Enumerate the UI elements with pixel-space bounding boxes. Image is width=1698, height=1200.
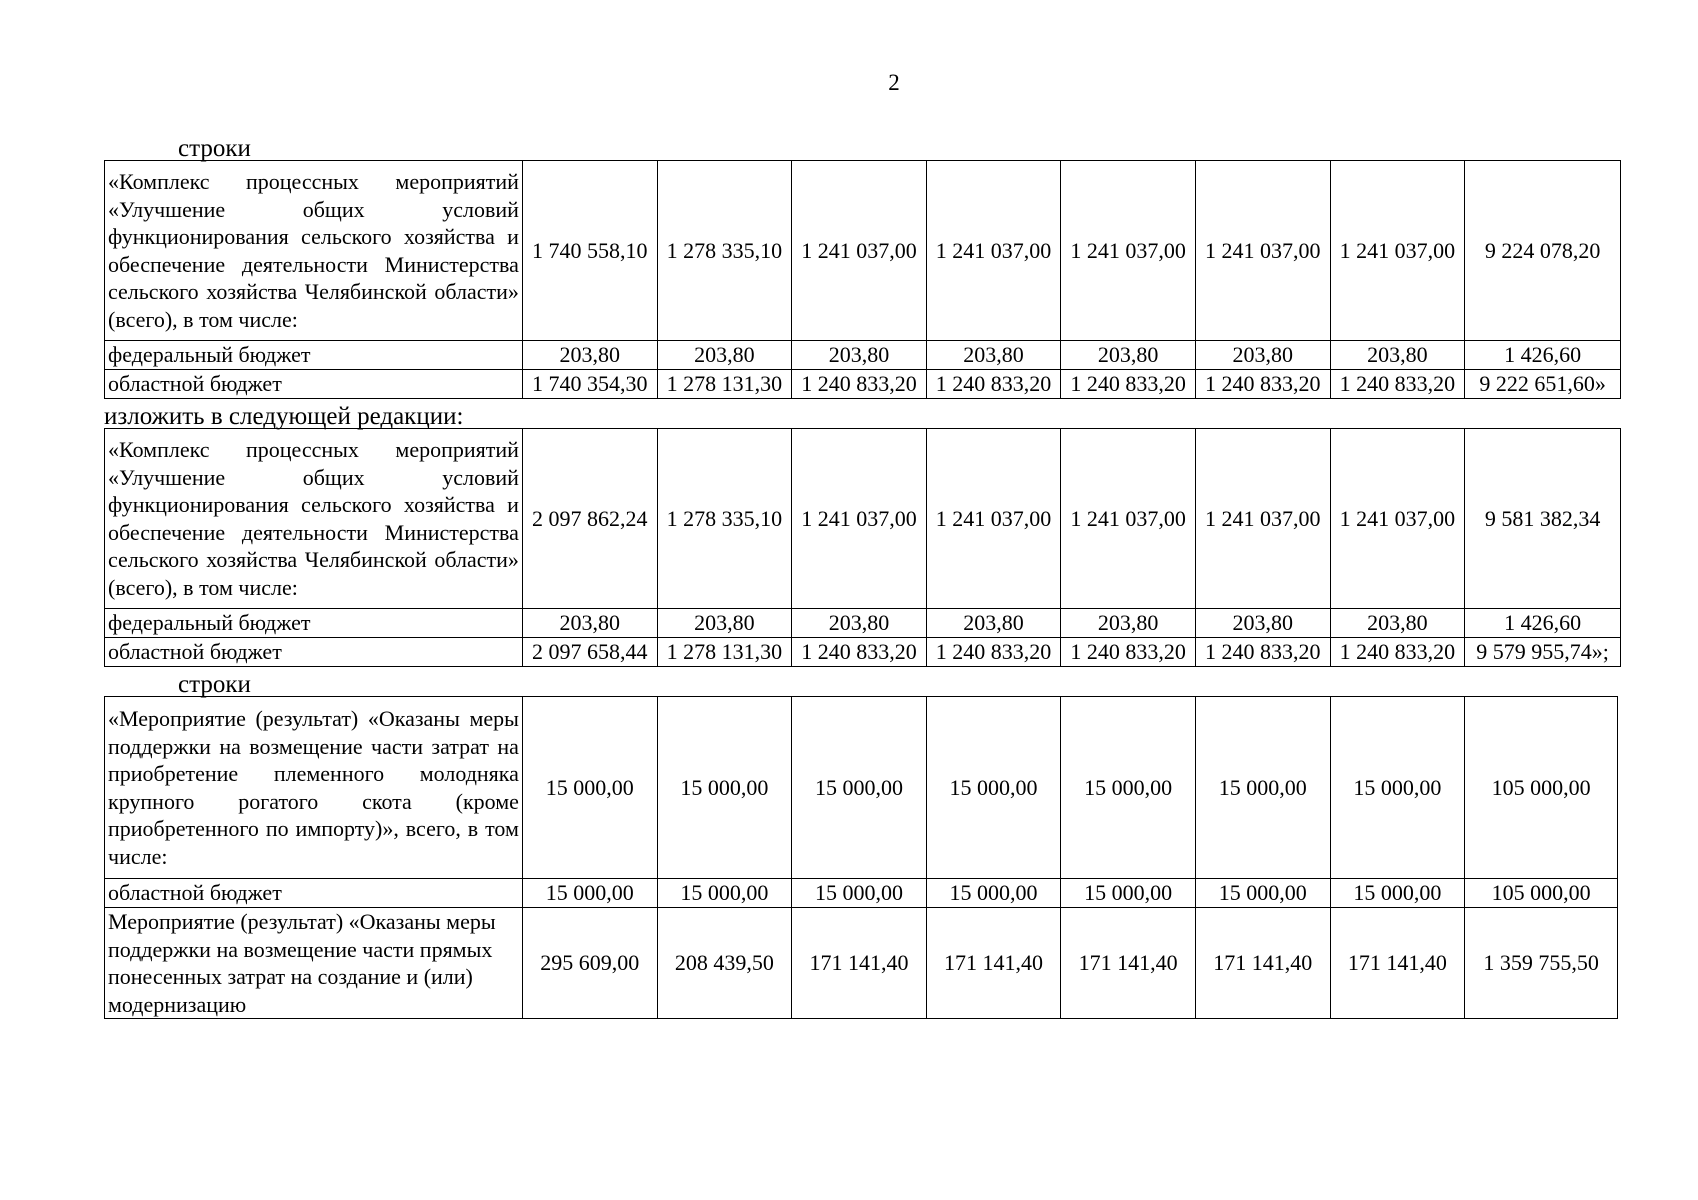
value-cell: 15 000,00 bbox=[1330, 879, 1465, 908]
value-cell: 203,80 bbox=[926, 609, 1061, 638]
row-label: областной бюджет bbox=[105, 879, 523, 908]
table-row bbox=[105, 697, 1618, 879]
value-cell: 1 241 037,00 bbox=[1061, 429, 1196, 609]
value-cell: 1 241 037,00 bbox=[1330, 161, 1465, 341]
total-cell: 105 000,00 bbox=[1465, 879, 1618, 908]
value-cell: 203,80 bbox=[792, 341, 927, 370]
value-cell: 203,80 bbox=[1195, 341, 1330, 370]
table-row bbox=[105, 609, 1621, 638]
value-cell: 203,80 bbox=[1330, 341, 1465, 370]
row-label: «Мероприятие (результат) «Оказаны меры поддержки на возмещение части затрат на приобретение племенного молодняка крупного рогатого скота (кроме приобретенного по импорту)», всего, в том числе: bbox=[105, 697, 523, 879]
value-cell: 15 000,00 bbox=[926, 697, 1061, 879]
value-cell: 1 241 037,00 bbox=[792, 161, 927, 341]
heading-rows-first: строки bbox=[178, 135, 251, 162]
value-cell: 15 000,00 bbox=[792, 879, 927, 908]
total-cell: 9 581 382,34 bbox=[1465, 429, 1621, 609]
value-cell: 15 000,00 bbox=[792, 697, 927, 879]
total-cell: 9 222 651,60» bbox=[1465, 370, 1621, 399]
table-row bbox=[105, 638, 1621, 667]
value-cell: 203,80 bbox=[1330, 609, 1465, 638]
table-row bbox=[105, 908, 1618, 1019]
value-cell: 1 240 833,20 bbox=[926, 638, 1061, 667]
value-cell: 15 000,00 bbox=[1330, 697, 1465, 879]
row-label: «Комплекс процессных мероприятий «Улучшение общих условий функционирования сельского хозяйства и обеспечение деятельности Министерства сельского хозяйства Челябинской области» (всего), в том числе: bbox=[105, 429, 523, 609]
value-cell: 295 609,00 bbox=[522, 908, 657, 1019]
total-cell: 105 000,00 bbox=[1465, 697, 1618, 879]
value-cell: 1 240 833,20 bbox=[792, 638, 927, 667]
value-cell: 203,80 bbox=[657, 341, 792, 370]
value-cell: 1 278 131,30 bbox=[657, 370, 792, 399]
table-row bbox=[105, 370, 1621, 399]
value-cell: 1 240 833,20 bbox=[1195, 638, 1330, 667]
value-cell: 1 241 037,00 bbox=[926, 161, 1061, 341]
heading-rows-second: строки bbox=[178, 671, 251, 698]
table-new bbox=[104, 428, 1621, 667]
value-cell: 171 141,40 bbox=[926, 908, 1061, 1019]
value-cell: 203,80 bbox=[1061, 609, 1196, 638]
value-cell: 1 278 335,10 bbox=[657, 429, 792, 609]
value-cell: 1 241 037,00 bbox=[926, 429, 1061, 609]
value-cell: 1 240 833,20 bbox=[1330, 638, 1465, 667]
value-cell: 203,80 bbox=[926, 341, 1061, 370]
value-cell: 1 240 833,20 bbox=[1330, 370, 1465, 399]
value-cell: 1 241 037,00 bbox=[1061, 161, 1196, 341]
value-cell: 1 241 037,00 bbox=[792, 429, 927, 609]
value-cell: 15 000,00 bbox=[657, 697, 792, 879]
value-cell: 1 240 833,20 bbox=[1061, 370, 1196, 399]
table-row bbox=[105, 879, 1618, 908]
value-cell: 15 000,00 bbox=[1061, 879, 1196, 908]
heading-replace: изложить в следующей редакции: bbox=[104, 403, 464, 430]
page-number: 2 bbox=[888, 70, 900, 95]
total-cell: 9 579 955,74»; bbox=[1465, 638, 1621, 667]
value-cell: 1 241 037,00 bbox=[1195, 161, 1330, 341]
value-cell: 15 000,00 bbox=[522, 879, 657, 908]
total-cell: 9 224 078,20 bbox=[1465, 161, 1621, 341]
total-cell: 1 426,60 bbox=[1465, 609, 1621, 638]
total-cell: 1 426,60 bbox=[1465, 341, 1621, 370]
value-cell: 1 240 833,20 bbox=[926, 370, 1061, 399]
row-label: федеральный бюджет bbox=[105, 341, 523, 370]
row-label: «Комплекс процессных мероприятий «Улучшение общих условий функционирования сельского хозяйства и обеспечение деятельности Министерства сельского хозяйства Челябинской области» (всего), в том числе: bbox=[105, 161, 523, 341]
value-cell: 171 141,40 bbox=[1195, 908, 1330, 1019]
row-label: Мероприятие (результат) «Оказаны меры поддержки на возмещение части прямых понесенных затрат на создание и (или) модернизацию bbox=[105, 908, 523, 1019]
table-old bbox=[104, 160, 1621, 399]
row-label: областной бюджет bbox=[105, 370, 523, 399]
value-cell: 15 000,00 bbox=[1195, 879, 1330, 908]
value-cell: 203,80 bbox=[792, 609, 927, 638]
table-row bbox=[105, 341, 1621, 370]
table-third bbox=[104, 696, 1618, 1019]
value-cell: 1 278 131,30 bbox=[657, 638, 792, 667]
total-cell: 1 359 755,50 bbox=[1465, 908, 1618, 1019]
value-cell: 2 097 658,44 bbox=[522, 638, 657, 667]
value-cell: 1 240 833,20 bbox=[792, 370, 927, 399]
row-label: федеральный бюджет bbox=[105, 609, 523, 638]
value-cell: 15 000,00 bbox=[522, 697, 657, 879]
value-cell: 203,80 bbox=[522, 609, 657, 638]
value-cell: 15 000,00 bbox=[1061, 697, 1196, 879]
value-cell: 1 240 833,20 bbox=[1195, 370, 1330, 399]
table-row bbox=[105, 429, 1621, 609]
value-cell: 1 740 354,30 bbox=[522, 370, 657, 399]
value-cell: 1 241 037,00 bbox=[1330, 429, 1465, 609]
value-cell: 171 141,40 bbox=[792, 908, 927, 1019]
value-cell: 203,80 bbox=[1061, 341, 1196, 370]
value-cell: 1 240 833,20 bbox=[1061, 638, 1196, 667]
row-label: областной бюджет bbox=[105, 638, 523, 667]
value-cell: 15 000,00 bbox=[926, 879, 1061, 908]
value-cell: 2 097 862,24 bbox=[522, 429, 657, 609]
value-cell: 203,80 bbox=[657, 609, 792, 638]
value-cell: 203,80 bbox=[522, 341, 657, 370]
value-cell: 1 278 335,10 bbox=[657, 161, 792, 341]
value-cell: 203,80 bbox=[1195, 609, 1330, 638]
value-cell: 208 439,50 bbox=[657, 908, 792, 1019]
value-cell: 1 740 558,10 bbox=[522, 161, 657, 341]
value-cell: 1 241 037,00 bbox=[1195, 429, 1330, 609]
table-row bbox=[105, 161, 1621, 341]
value-cell: 171 141,40 bbox=[1061, 908, 1196, 1019]
value-cell: 171 141,40 bbox=[1330, 908, 1465, 1019]
value-cell: 15 000,00 bbox=[1195, 697, 1330, 879]
value-cell: 15 000,00 bbox=[657, 879, 792, 908]
